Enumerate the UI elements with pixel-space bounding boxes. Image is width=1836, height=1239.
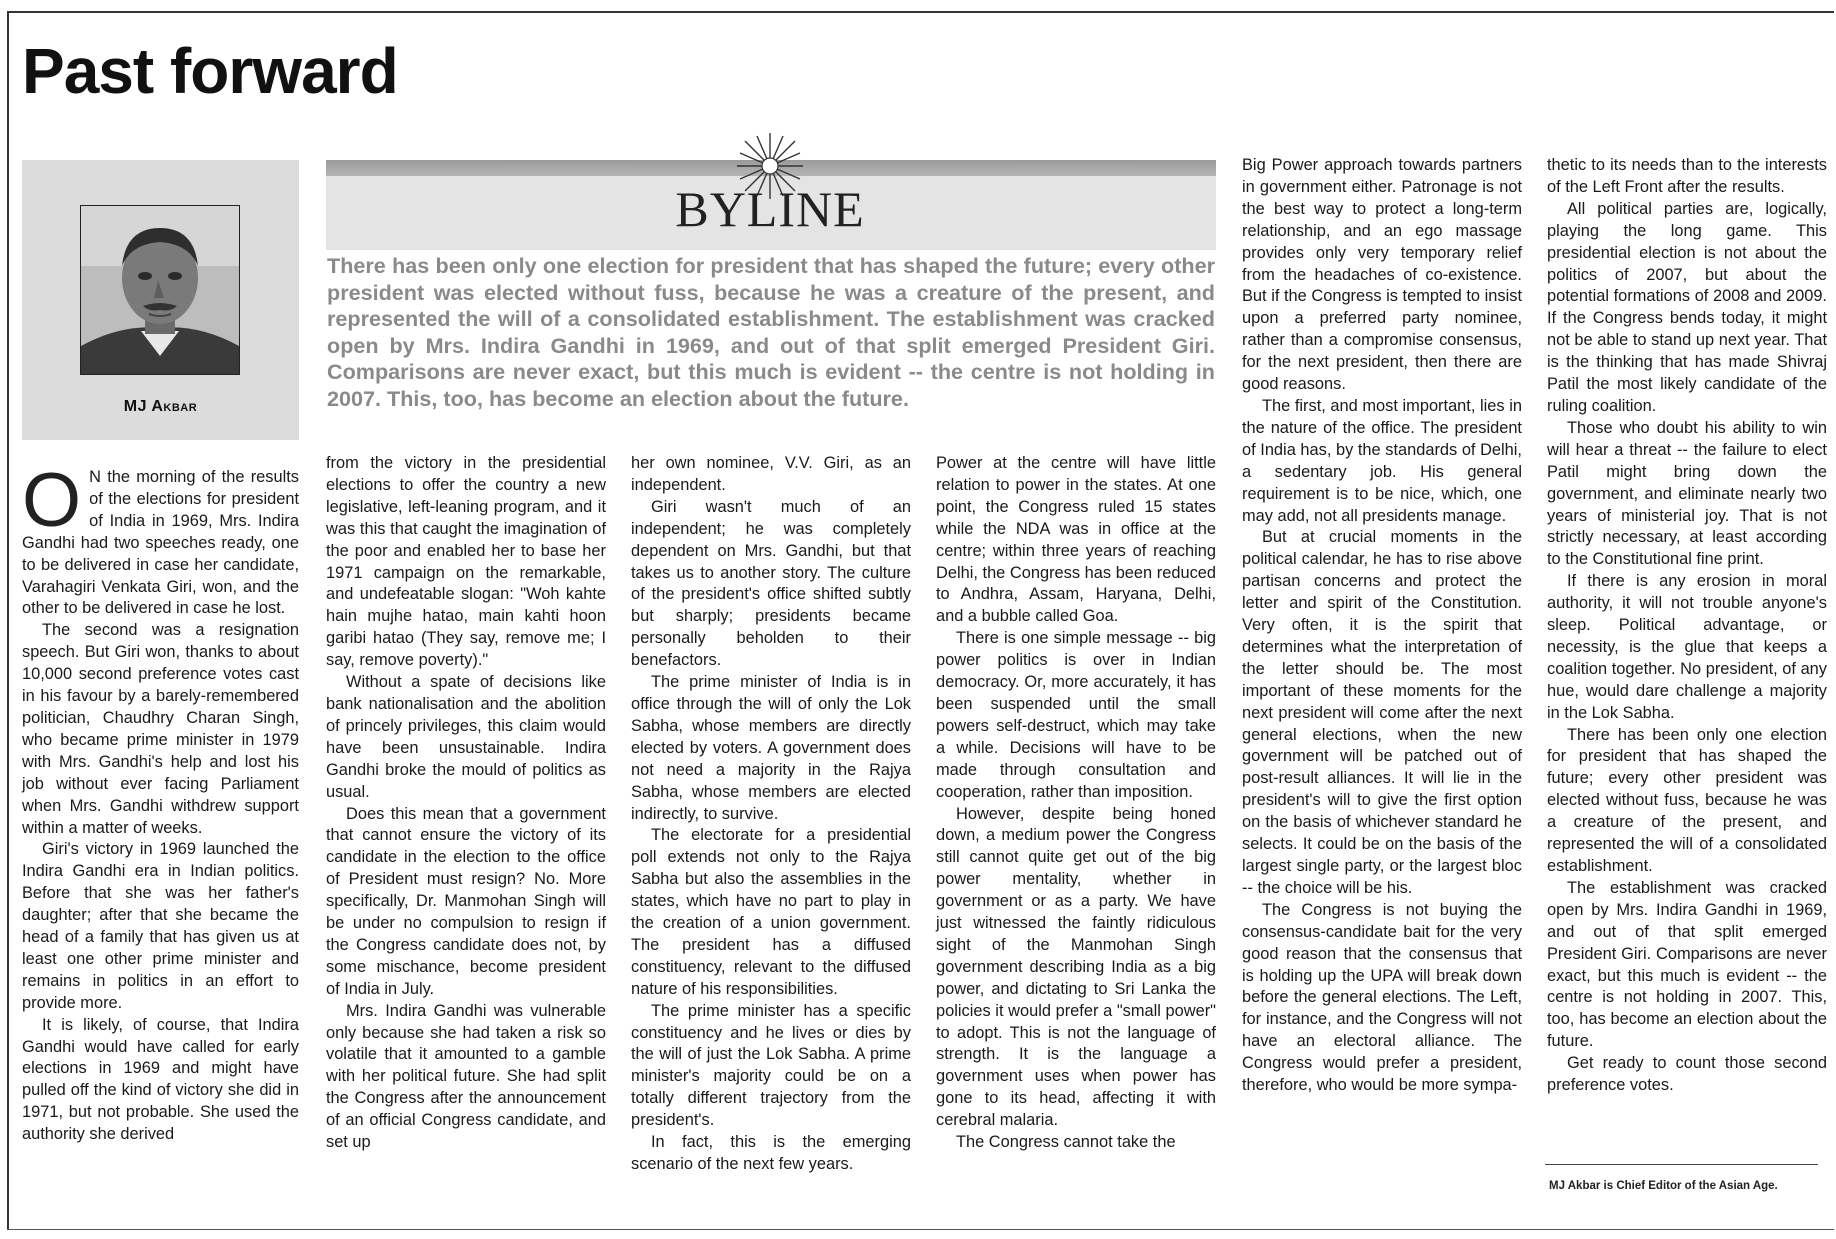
paragraph: The second was a resignation speech. But Giri won, thanks to about 10,000 second preference votes cast in his favour by a barely-remembered politician, Chaudhry Charan Singh, who became prime minister in 1979 with Mrs. Gandhi's help and lost his job without ever facing Parliament when Mrs. Gandhi withdrew support within a matter of weeks. — [22, 621, 299, 837]
paragraph: The Congress is not buying the consensus-candidate bait for the very good reason that the consensus that is holding up the UPA will break down before the general elections. The Left, for instance, and the Congress will not have an electoral alliance. The Congress would prefer a president, therefore, who would be more sympa- — [1242, 900, 1522, 1095]
paragraph: Big Power approach towards partners in government either. Patronage is not the best way to protect a long-term relationship, and an ego massage provides only very temporary relief from the headaches of co-existence. But if the Congress is tempted to insist upon a preferred party nominee, rather than a compromise consensus, for the next president, then there are good reasons. — [1242, 156, 1522, 394]
paragraph: Does this mean that a government that cannot ensure the victory of its candidate in the election to the office of President must resign? No. More specifically, Dr. Manmohan Singh will be under no compulsion to resign if the Congress candidate does not, by some mischance, become president of India in July. — [326, 804, 606, 998]
author-name: MJ Akbar — [123, 398, 198, 415]
paragraph: from the victory in the presidential elections to offer the country a new legislative, left-leaning program, and it was this that caught the imagination of the poor and enabled her to base her 1971 campaign on the remarkable, and undefeatable slogan: "Woh kahte hain mujhe hatao, main kahti hoon garibi hatao (They say, remove me; I say, remove poverty)." — [326, 454, 606, 670]
paragraph: However, despite being honed down, a medium power the Congress still cannot quite get out of the big power mentality, whether in government or as a party. We have just witnessed the faintly ridiculous sight of the Manmohan Singh government describing India as a big power, and dictating to Sri Lanka the policies it would prefer a "small power" to adopt. This is not the language of strength. It is the language a government uses when power has gone to its head, affecting it with cerebral malaria. — [936, 804, 1216, 1130]
paragraph: If there is any erosion in moral authority, it will not trouble anyone's sleep. Political advantage, or necessity, is the glue that keeps a coalition together. No president, of any hue, would dare challenge a majority in the Lok Sabha. — [1547, 572, 1827, 722]
paragraph: The electorate for a presidential poll extends not only to the Rajya Sabha but also the assemblies in the states, which have no part to play in the creation of a union government. The president has a diffused constituency, relevant to the diffused nature of his responsibilities. — [631, 826, 911, 998]
paragraph: Without a spate of decisions like bank nationalisation and the abolition of princely privileges, this claim would have been unsustainable. Indira Gandhi broke the mould of politics as usual. — [326, 673, 606, 801]
paragraph: Get ready to count those second preference votes. — [1547, 1054, 1827, 1095]
credit-rule — [1545, 1164, 1818, 1165]
drop-cap: O — [22, 458, 82, 543]
paragraph: her own nominee, V.V. Giri, as an independent. — [631, 454, 911, 494]
paragraph: The establishment was cracked open by Mrs. Indira Gandhi in 1969, and out of that split emerged President Giri. Comparisons are never exact, but this much is evident -- the centre is not holding in 2007. This, too, has become an election about the future. — [1547, 878, 1827, 1051]
paragraph: Mrs. Indira Gandhi was vulnerable only because she had taken a risk so volatile that it amounted to a gamble with her political future. She had split the Congress after the announcement of an official Congress candidate, and set up — [326, 1001, 606, 1152]
left-rule — [7, 11, 9, 1229]
paragraph: The first, and most important, lies in the nature of the office. The president of India has, by the standards of Delhi, a sedentary job. His general requirement is to be nice, which, one may add, not all presidents manage. — [1242, 396, 1522, 525]
paragraph: In fact, this is the emerging scenario of the next few years. — [631, 1133, 911, 1173]
paragraph: The prime minister has a specific constituency and he lives or dies by the will of just the Lok Sabha. A prime minister's majority could be on a totally different trajectory from the president's. — [631, 1001, 911, 1130]
article-column-5 — [1242, 155, 1522, 1097]
byline-logo: BYLINE — [675, 181, 865, 237]
headline: Past forward — [22, 35, 398, 107]
author-photo — [80, 205, 240, 375]
paragraph: Giri wasn't much of an independent; he was completely dependent on Mrs. Gandhi, but that takes us to another story. The culture of the president's office shifted subtly but sharply; presidents became personally beholden to their benefactors. — [631, 497, 911, 670]
paragraph: There has been only one election for president that has shaped the future; every other president was elected without fuss, because he was a creature of the present, and represented the will of a consolidated establishment. — [1547, 725, 1827, 875]
bottom-rule — [7, 1229, 1834, 1230]
paragraph: All political parties are, logically, playing the long game. This presidential election is not about the politics of 2007, but about the potential formations of 2008 and 2009. If the Congress bends today, it might not be able to stand up next year. That is the thinking that has made Shivraj Patil the most likely candidate of the ruling coalition. — [1547, 199, 1827, 415]
pull-quote: There has been only one election for president that has shaped the future; every other president was elected without fuss, because he was a creature of the present, and represented the will of a consolidated establishment. The establishment was cracked open by Mrs. Indira Gandhi in 1969, and out of that split emerged President Giri. Comparisons are never exact, but this much is evident -- the centre is not holding in 2007. This, too, has become an election about the future. — [327, 253, 1215, 411]
paragraph: thetic to its needs than to the interests of the Left Front after the results. — [1547, 156, 1827, 196]
paragraph: It is likely, of course, that Indira Gandhi would have called for early elections in 1969 and might have pulled off the kind of victory she did in 1971, but not probable. She used the authority she derived — [22, 1015, 299, 1144]
paragraph: Giri's victory in 1969 launched the Indira Gandhi era in Indian politics. Before that she was her father's daughter; after that she became the head of a family that has given us at least one other prime minister and remains in politics in an effort to provide more. — [22, 840, 299, 1012]
paragraph: Those who doubt his ability to win will hear a threat -- the failure to elect Patil might bring down the government, and eliminate nearly two years of ministerial joy. That is not strictly necessary, at least according to the Constitutional fine print. — [1547, 418, 1827, 569]
article-column-2 — [326, 453, 606, 1154]
author-credit: MJ Akbar is Chief Editor of the Asian Age. — [1549, 1180, 1778, 1192]
paragraph: The prime minister of India is in office through the will of only the Lok Sabha, whose members are directly elected by voters. A government does not need a majority in the Rajya Sabha, whose members are elected indirectly, to survive. — [631, 673, 911, 823]
paragraph-text: N the morning of the results of the elections for president of India in 1969, Mrs. Indira Gandhi had two speeches ready, one to be delivered in case her candidate, Varahagiri Venkata Giri, won, and the other to be delivered in case he lost. — [22, 468, 299, 618]
top-rule — [8, 11, 1834, 13]
article-column-1 — [22, 458, 299, 1146]
paragraph: There is one simple message -- big power politics is over in Indian democracy. Or, more accurately, it has been suspended until the small powers self-destruct, which may take a while. Decisions will have to be made through consultation and cooperation, rather than imposition. — [936, 629, 1216, 801]
author-box — [22, 160, 299, 440]
paragraph: Power at the centre will have little relation to power in the states. At one point, the Congress ruled 15 states while the NDA was in office at the centre; within three years of reaching Delhi, the Congress has been reduced to Andhra, Assam, Haryana, Delhi, and a bubble called Goa. — [936, 454, 1216, 626]
article-column-3 — [631, 453, 911, 1176]
paragraph: But at crucial moments in the political calendar, he has to rise above partisan concerns and protect the letter and spirit of the Constitution. Very often, it is the spirit that determines what the interpretation of the letter should be. The most important of these moments for the next president will come after the next general elections, when the new government will be patched out of post-result alliances. It will lie in the president's will to give the first option on the basis of whichever standard he selects. It could be on the basis of the largest single party, or the largest bloc -- the choice will be his. — [1242, 528, 1522, 897]
paragraph: The Congress cannot take the — [956, 1133, 1176, 1152]
article-column-6 — [1547, 155, 1827, 1097]
author-portrait-image — [81, 206, 239, 374]
article-column-4 — [936, 453, 1216, 1154]
paragraph — [22, 458, 299, 620]
